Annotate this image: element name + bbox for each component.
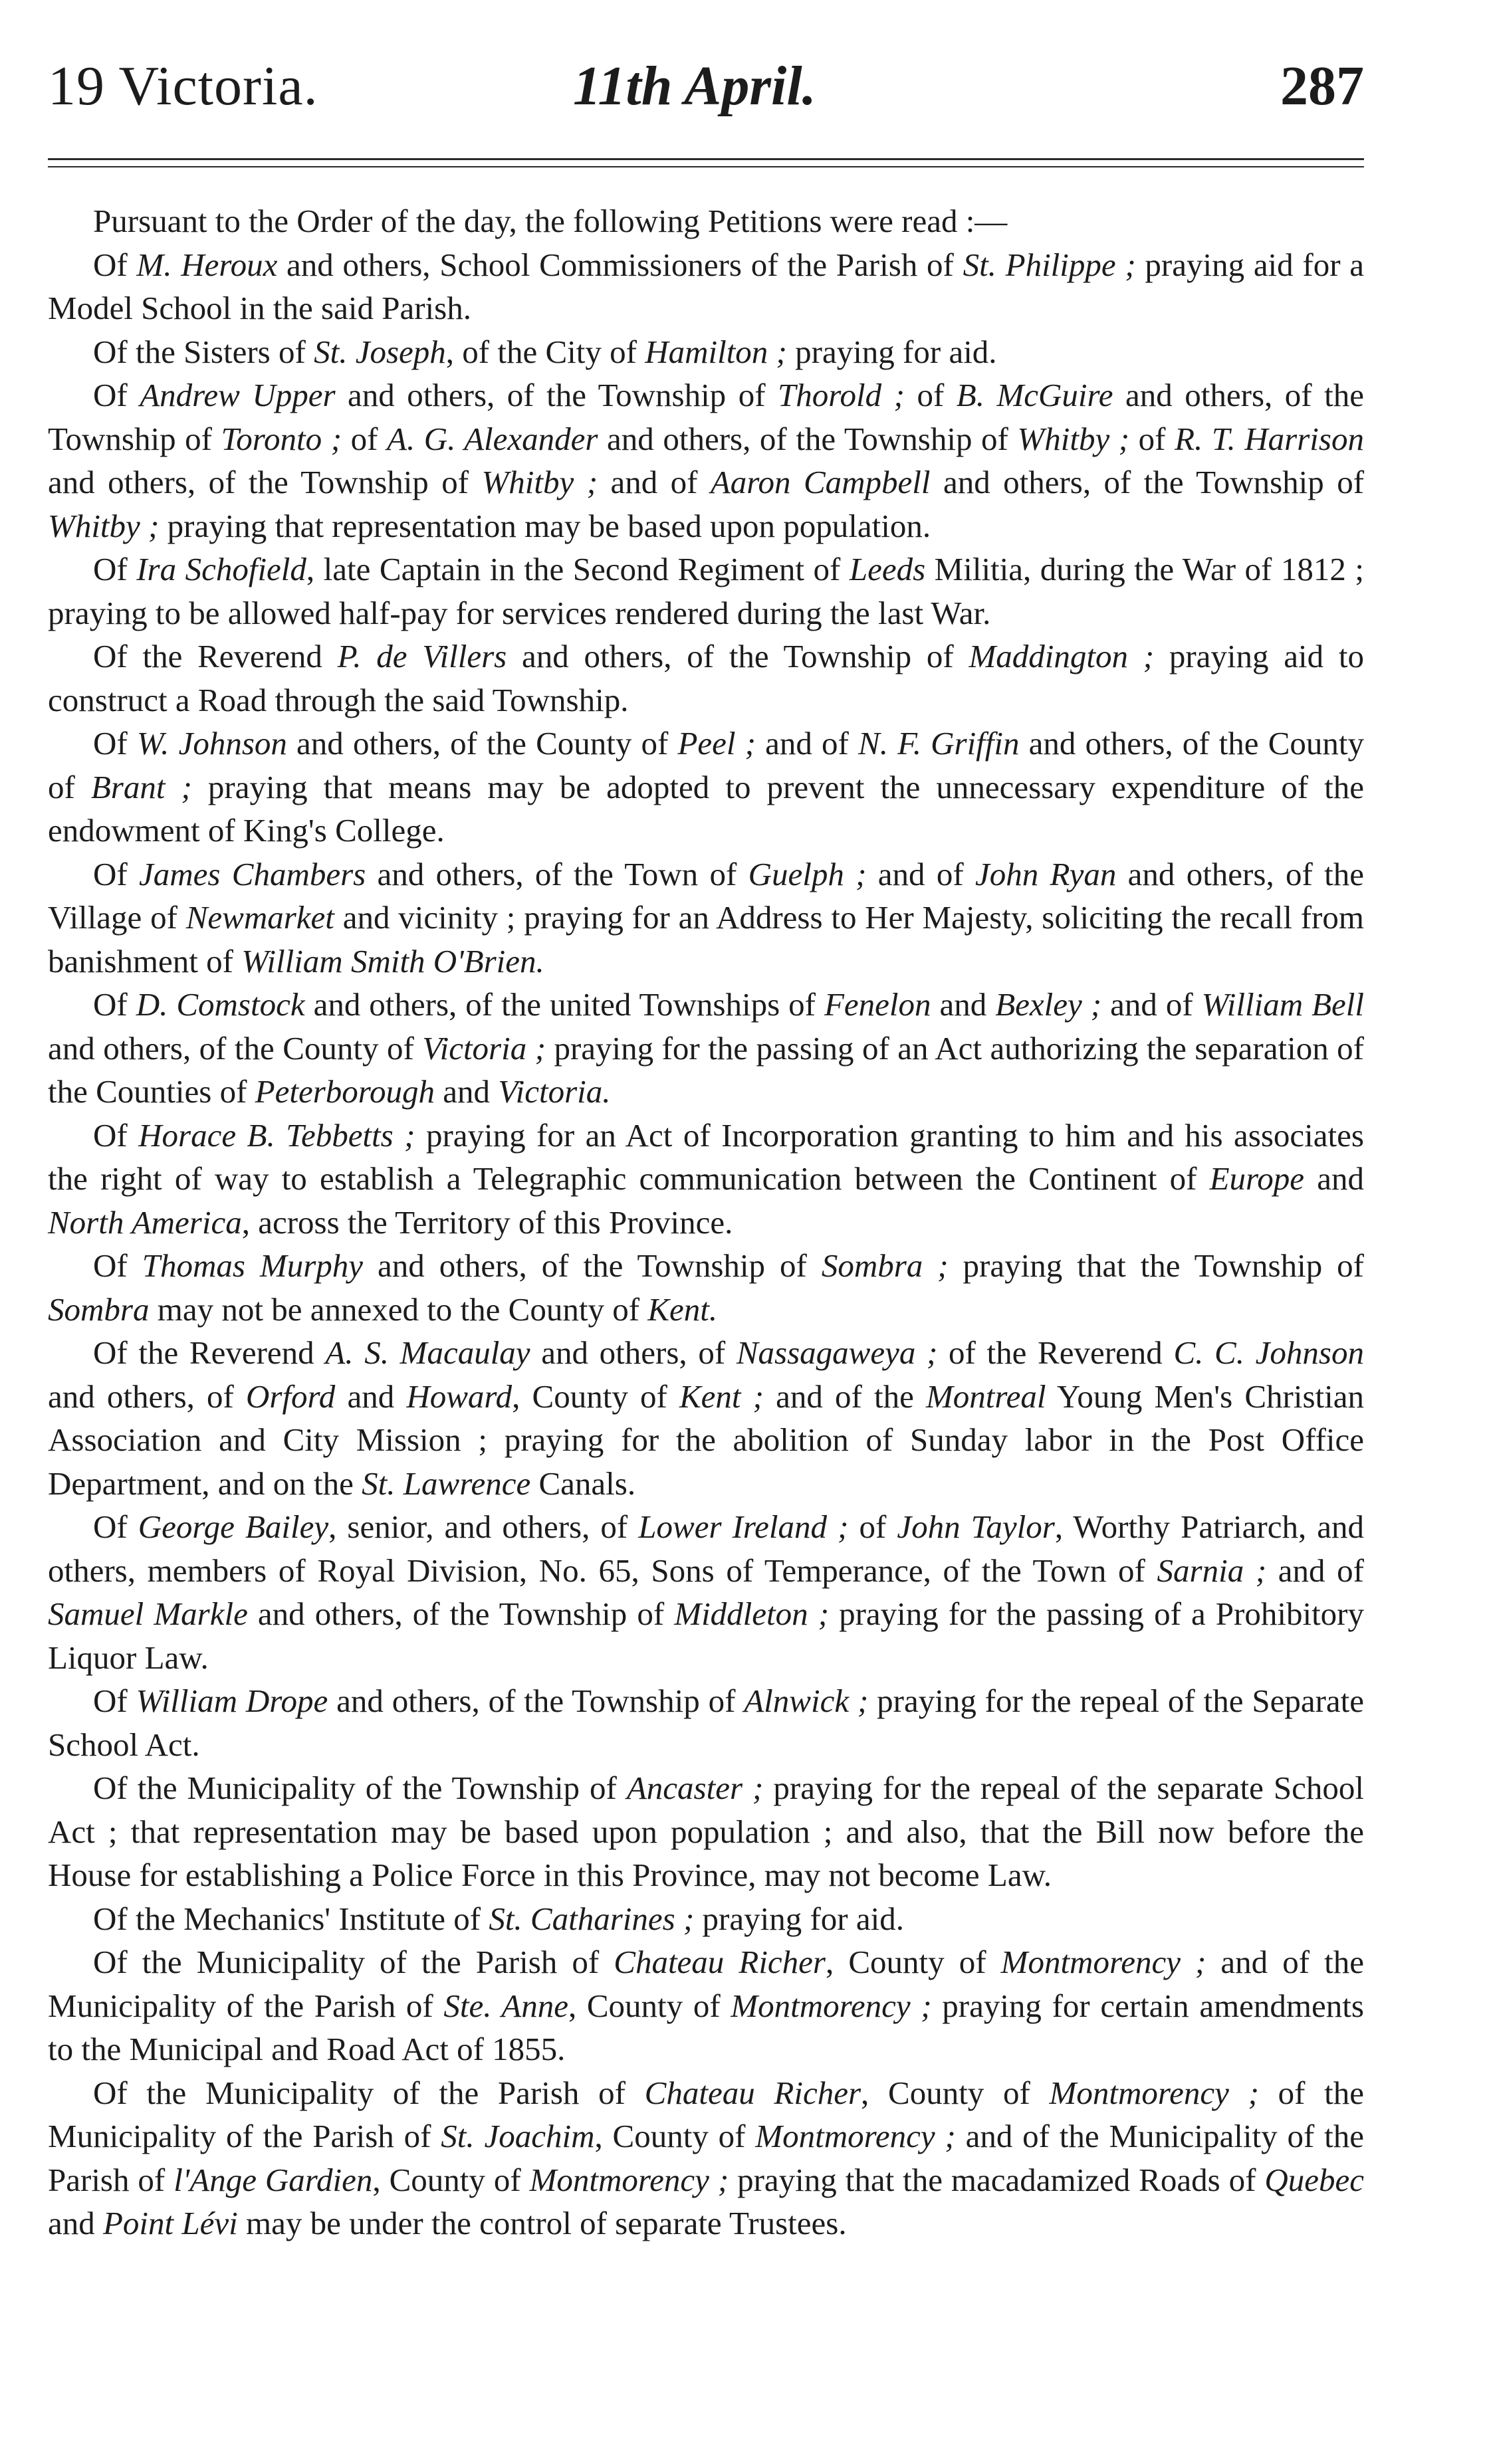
italic-name: Andrew Upper — [140, 377, 336, 413]
text-run: and others, of — [530, 1334, 737, 1371]
text-run: and others, of — [48, 1378, 246, 1415]
petition-paragraph — [48, 853, 1364, 983]
header-date: 11th April. — [573, 55, 816, 117]
italic-name: D. Comstock — [136, 986, 305, 1023]
text-run: and of the Municipality of the Parish of — [48, 1944, 1365, 2024]
text-run: and — [335, 1378, 407, 1415]
text-run: , County of — [826, 1944, 1001, 1980]
petition-paragraph — [48, 722, 1364, 853]
text-run: and — [1304, 1160, 1365, 1197]
italic-name: William Drope — [136, 1683, 328, 1719]
italic-name: Montmorency ; — [755, 2118, 956, 2154]
text-run: Of — [93, 551, 137, 587]
text-run: , County of — [512, 1378, 679, 1415]
petition-paragraph — [48, 1766, 1364, 1897]
text-run: and — [435, 1073, 499, 1110]
italic-name: Brant ; — [90, 768, 192, 805]
italic-name: William Smith O'Brien. — [241, 942, 544, 979]
italic-name: Thorold ; — [778, 377, 905, 413]
text-run: Of — [93, 855, 140, 892]
text-run: and others, of the Township of — [598, 420, 1018, 457]
italic-name: Kent. — [647, 1290, 718, 1328]
italic-name: A. S. Macaulay — [325, 1334, 530, 1371]
text-run: praying that means may be adopted to prevent the unnecessary expenditure of the endowment of King's College. — [48, 768, 1364, 849]
text-run: Young Men's Christian Association and City Mission ; praying for the abolition of Sunday labor in the Post Office Department, and on the — [48, 1378, 1364, 1502]
text-run: Of — [93, 725, 137, 762]
italic-name: Newmarket — [185, 899, 334, 936]
text-run: may be under the control of separate Trustees. — [237, 2205, 847, 2241]
text-run: praying for an Act of Incorporation granting to him and his associates the right of way to establish a Telegraphic communication between the Continent of — [48, 1116, 1364, 1197]
italic-name: St. Catharines ; — [489, 1900, 695, 1937]
text-run: and others, of the Township of — [48, 377, 1364, 457]
header-regnal-year: 19 Victoria. — [48, 55, 318, 117]
italic-name: Whitby ; — [481, 464, 598, 500]
italic-name: St. Lawrence — [362, 1465, 531, 1502]
text-run: and of — [756, 725, 859, 762]
running-header — [48, 47, 1364, 126]
italic-name: Victoria ; — [422, 1029, 546, 1067]
text-run: and others, of the Township of — [247, 1595, 675, 1632]
italic-name: Peterborough — [255, 1073, 435, 1110]
italic-name: Sombra — [48, 1290, 150, 1328]
italic-name: John Ryan — [974, 855, 1117, 892]
text-run: Of the Sisters of — [93, 333, 314, 370]
italic-name: James Chambers — [139, 855, 366, 892]
italic-name: North America — [48, 1203, 242, 1241]
text-run: praying for the passing of an Act authorizing the separation of the Counties of — [48, 1029, 1365, 1110]
text-run: , County of — [568, 1987, 731, 2024]
header-rule — [48, 158, 1364, 160]
italic-name: Fenelon — [824, 986, 931, 1023]
italic-name: Middleton ; — [674, 1595, 830, 1632]
italic-name: Kent ; — [679, 1378, 764, 1415]
italic-name: Chateau Richer — [644, 2074, 861, 2111]
italic-name: Sombra ; — [821, 1247, 949, 1284]
text-run: and of the Municipality of the Parish of — [48, 2118, 1364, 2198]
intro-paragraph — [48, 199, 1364, 243]
text-run: Of the Reverend — [93, 638, 338, 674]
text-run: and — [931, 986, 996, 1023]
italic-name: Peel ; — [677, 725, 756, 762]
page-number: 287 — [1280, 55, 1364, 117]
text-run: praying that representation may be based upon population. — [159, 507, 931, 544]
italic-name: Orford — [245, 1378, 336, 1415]
text-run: praying for the passing of a Prohibitory Liquor Law. — [48, 1595, 1364, 1676]
text-run: , County of — [372, 2161, 530, 2198]
petitions-text — [48, 199, 1364, 2245]
text-run: and of — [1101, 986, 1202, 1023]
italic-name: Toronto ; — [221, 420, 342, 457]
petition-paragraph — [48, 1940, 1364, 2071]
text-run: praying for aid. — [786, 333, 997, 370]
petition-paragraph — [48, 2071, 1364, 2245]
text-run: Of the Municipality of the Township of — [93, 1770, 627, 1806]
italic-name: Montmorency ; — [731, 1987, 932, 2024]
italic-name: Horace B. Tebbetts ; — [138, 1116, 415, 1154]
italic-name: St. Joseph — [314, 333, 446, 370]
italic-name: Hamilton ; — [645, 333, 787, 370]
italic-name: William Bell — [1201, 986, 1364, 1023]
text-run: of — [848, 1508, 897, 1545]
italic-name: M. Heroux — [136, 246, 278, 283]
text-run: praying for the repeal of the Separate School Act. — [48, 1683, 1365, 1763]
text-run: and others, of the Town of — [366, 855, 748, 892]
petition-paragraph — [48, 1331, 1364, 1505]
petition-paragraph — [48, 1679, 1364, 1766]
text-run: and others, of the Township of — [335, 377, 778, 413]
text-run: Of the Reverend — [93, 1334, 326, 1371]
petition-paragraph — [48, 243, 1364, 330]
italic-name: Aaron Campbell — [710, 464, 931, 500]
text-run: , senior, and others, of — [328, 1508, 639, 1545]
text-run: and others, of the Township of — [507, 638, 969, 674]
italic-name: R. T. Harrison — [1175, 420, 1364, 457]
italic-name: Guelph ; — [748, 855, 867, 892]
text-run: Of the Mechanics' Institute of — [93, 1900, 489, 1937]
text-run: Canals. — [530, 1465, 636, 1502]
italic-name: Ste. Anne — [443, 1987, 568, 2024]
text-run: Of — [93, 377, 140, 413]
text-run: praying for certain amendments to the Municipal and Road Act of 1855. — [48, 1987, 1364, 2067]
text-run: and others, of the Village of — [48, 855, 1364, 936]
italic-name: Quebec — [1264, 2161, 1364, 2198]
text-run: Pursuant to the Order of the day, the following Petitions were read :— — [93, 203, 1008, 239]
text-run: , Worthy Patriarch, and others, members of Royal Division, No. 65, Sons of Temperance, of the Town of — [48, 1508, 1364, 1589]
italic-name: Bexley ; — [995, 986, 1102, 1023]
text-run: Militia, during the War of 1812 ; praying to be allowed half-pay for services rendered during the last War. — [48, 551, 1364, 631]
text-run: of — [342, 420, 388, 457]
italic-name: Howard — [406, 1378, 513, 1415]
italic-name: P. de Villers — [337, 638, 507, 674]
italic-name: John Taylor — [897, 1508, 1055, 1545]
italic-name: Whitby ; — [1017, 420, 1130, 457]
italic-name: A. G. Alexander — [387, 420, 598, 457]
petition-paragraph — [48, 373, 1364, 548]
italic-name: Montreal — [925, 1378, 1046, 1415]
italic-name: Victoria. — [498, 1073, 611, 1110]
italic-name: Point Lévi — [103, 2205, 238, 2241]
italic-name: Montmorency ; — [529, 2161, 729, 2198]
text-run: and others, of the County of — [48, 725, 1364, 805]
text-run: Of — [93, 246, 137, 283]
text-run: and others, of the Township of — [363, 1247, 822, 1284]
text-run: and of — [1266, 1552, 1364, 1589]
text-run: of — [1129, 420, 1175, 457]
italic-name: Whitby ; — [48, 507, 160, 544]
text-run: Of — [93, 1683, 136, 1719]
text-run: praying for aid. — [694, 1900, 904, 1937]
italic-name: C. C. Johnson — [1173, 1334, 1364, 1371]
italic-name: Alnwick ; — [744, 1683, 869, 1719]
petition-paragraph — [48, 330, 1364, 374]
petition-paragraph — [48, 1114, 1364, 1245]
text-run: Of the Municipality of the Parish of — [93, 2074, 645, 2111]
text-run: Of — [93, 1508, 138, 1545]
text-run: and vicinity ; praying for an Address to Her Majesty, soliciting the recall from banishment of — [48, 899, 1364, 979]
text-run: and of — [598, 464, 711, 500]
text-run: , of the City of — [445, 333, 645, 370]
italic-name: N. F. Griffin — [858, 725, 1020, 762]
petition-paragraph — [48, 1244, 1364, 1331]
italic-name: George Bailey — [138, 1508, 329, 1545]
text-run: and of — [866, 855, 975, 892]
text-run: praying that the macadamized Roads of — [729, 2161, 1265, 2198]
text-run: praying aid for a Model School in the said Parish. — [48, 246, 1364, 326]
petition-paragraph — [48, 1505, 1364, 1679]
italic-name: Ancaster ; — [626, 1770, 764, 1806]
italic-name: Montmorency ; — [1049, 2074, 1259, 2111]
text-run: and — [48, 2205, 103, 2241]
text-run: may not be annexed to the County of — [149, 1290, 648, 1328]
text-run: and others, of the united Townships of — [304, 986, 824, 1023]
italic-name: St. Philippe ; — [963, 246, 1136, 283]
italic-name: Leeds — [849, 551, 926, 587]
italic-name: Thomas Murphy — [142, 1247, 364, 1284]
petition-paragraph — [48, 548, 1364, 635]
italic-name: l'Ange Gardien — [173, 2161, 373, 2198]
text-run: and others, of the Township of — [930, 464, 1365, 500]
text-run: and others, of the Township of — [48, 464, 482, 500]
text-run: , County of — [861, 2074, 1050, 2111]
petition-paragraph — [48, 1897, 1364, 1941]
text-run: of the Reverend — [937, 1334, 1174, 1371]
text-run: of the Municipality of the Parish of — [48, 2074, 1364, 2154]
italic-name: Montmorency ; — [1000, 1944, 1206, 1980]
text-run: and others, School Commissioners of the Parish of — [277, 246, 963, 283]
text-run: , late Captain in the Second Regiment of — [306, 551, 850, 587]
italic-name: St. Joachim — [441, 2118, 595, 2154]
text-run: praying aid to construct a Road through the said Township. — [48, 638, 1365, 718]
italic-name: Nassagaweya ; — [736, 1334, 938, 1371]
text-run: , County of — [594, 2118, 756, 2154]
text-run: and others, of the Township of — [328, 1683, 744, 1719]
text-run: Of — [93, 986, 136, 1023]
italic-name: Ira Schofield — [136, 551, 306, 587]
italic-name: Sarnia ; — [1157, 1552, 1267, 1589]
text-run: and others, of the County of — [48, 1029, 423, 1067]
text-run: and of the — [763, 1378, 926, 1415]
italic-name: Maddington ; — [969, 638, 1155, 674]
text-run: and others, of the County of — [286, 725, 678, 762]
header-rule — [48, 166, 1364, 167]
text-run: , across the Territory of this Province. — [241, 1203, 733, 1241]
petition-paragraph — [48, 983, 1364, 1114]
text-run: praying that the Township of — [948, 1247, 1365, 1284]
petition-paragraph — [48, 635, 1364, 722]
italic-name: Lower Ireland ; — [638, 1508, 849, 1545]
italic-name: Chateau Richer — [614, 1944, 826, 1980]
italic-name: B. McGuire — [956, 377, 1113, 413]
italic-name: Europe — [1209, 1160, 1305, 1197]
text-run: praying for the repeal of the separate School Act ; that representation may be based upon population ; and also, that the Bill now before the House for establishing a Police Force in this Province, may not become Law. — [48, 1770, 1364, 1893]
italic-name: W. Johnson — [136, 725, 287, 762]
text-run: Of the Municipality of the Parish of — [93, 1944, 614, 1980]
italic-name: Samuel Markle — [48, 1595, 248, 1632]
text-run: of — [904, 377, 957, 413]
text-run: Of — [93, 1247, 142, 1284]
text-run: Of — [93, 1116, 139, 1154]
